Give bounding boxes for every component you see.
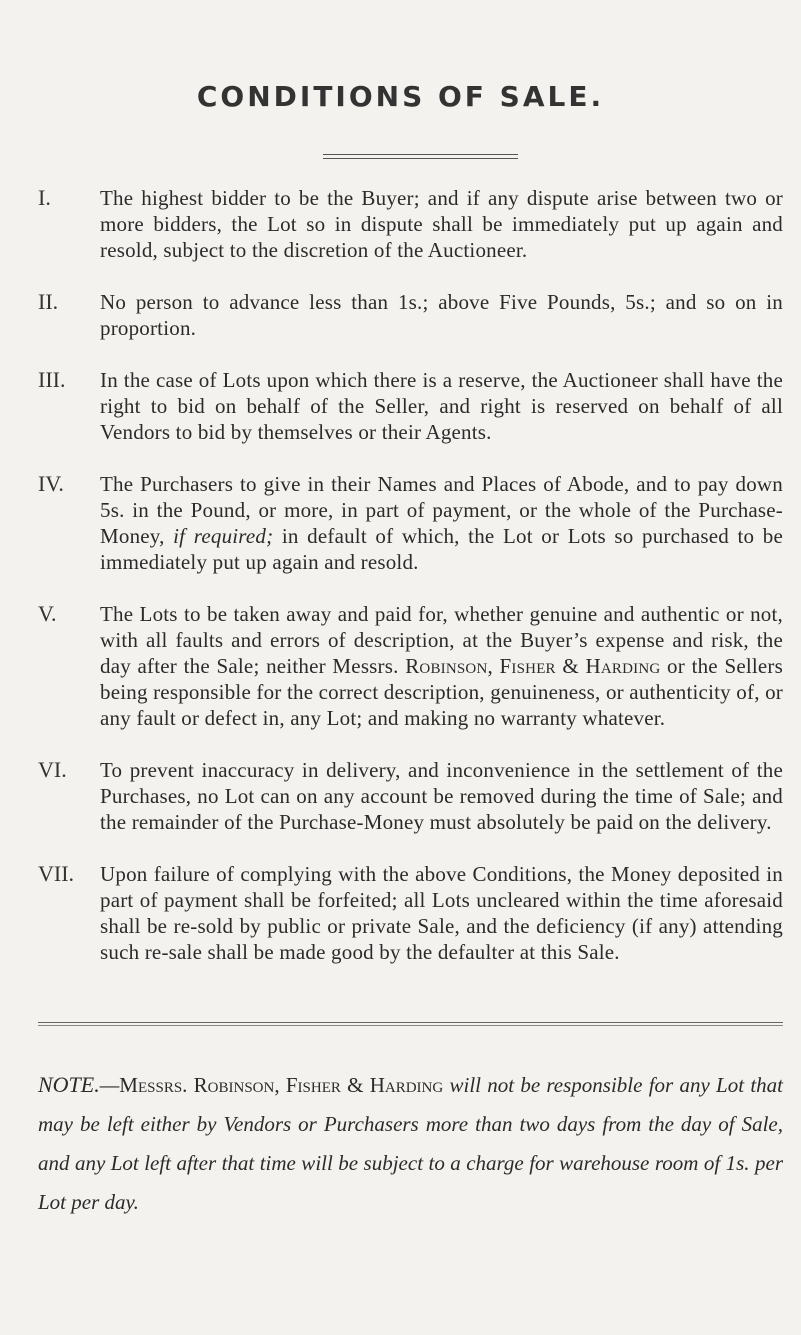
title-divider [323,154,518,159]
condition-7 [38,861,783,965]
condition-1 [38,185,783,263]
condition-number: I. [38,185,51,210]
condition-3 [38,367,783,445]
condition-number: V. [38,601,57,626]
condition-text: No person to advance less than 1s.; above Five Pounds, 5s.; and so on in proportion. [100,290,783,340]
condition-text-part: in default of which, the Lot or Lots so purchased to be immediately put up again and resold. [100,524,784,574]
note-divider [38,1022,783,1026]
condition-number: IV. [38,471,64,496]
condition-4 [38,471,783,575]
page-title: CONDITIONS OF SALE. [196,80,605,113]
condition-number: VII. [38,861,75,886]
firm-name: Robinson, Fisher & Harding [405,654,661,678]
condition-number: II. [38,289,59,314]
note-paragraph [38,1065,783,1222]
condition-text: To prevent inaccuracy in delivery, and inconvenience in the settlement of the Purchases, no Lot can on any account be removed during the time of Sale; and the remainder of the Purchase-Money must absolutely be paid on the delivery. [100,758,783,834]
condition-text-italic: if required; [173,524,274,548]
condition-text [100,601,783,731]
condition-text: In the case of Lots upon which there is a reserve, the Auctioneer shall have the right to bid on behalf of the Seller, and right is reserved on behalf of all Vendors to bid by themselves or their Agents. [100,368,783,444]
condition-text [100,471,783,575]
condition-text-part: The Lots to be taken away and paid for, whether genuine and authentic or not, with all faults and errors of description, at the Buyer’s expense and risk, the day after the Sale; neither Messrs. [100,602,783,678]
condition-number: VI. [38,757,67,782]
condition-text-part: The Purchasers to give in their Names and Places of Abode, and to pay down 5s. in the Pound, or more, in part of payment, or the whole of the Purchase-Money, [100,472,783,548]
condition-text-part: or the Sellers being responsible for the correct description, genuineness, or authenticity of, or any fault or defect in, any Lot; and making no warranty whatever. [100,654,783,730]
condition-number: III. [38,367,66,392]
note-text: will not be responsible for any Lot that may be left either by Vendors or Purchasers more than two days from the day of Sale, and any Lot left after that time will be subject to a charge for warehouse room of 1s. per Lot per day. [38,1073,783,1214]
note-firm-name: Messrs. Robinson, Fisher & Harding [119,1073,444,1097]
conditions-list [38,185,783,991]
condition-6 [38,757,783,835]
condition-2 [38,289,783,341]
condition-5 [38,601,783,731]
condition-text: The highest bidder to be the Buyer; and if any dispute arise between two or more bidders, the Lot so in dispute shall be immediately put up again and resold, subject to the discretion of the Auctioneer. [100,186,783,262]
note-lead: NOTE.— [38,1072,120,1097]
condition-text: Upon failure of complying with the above Conditions, the Money deposited in part of payment shall be forfeited; all Lots uncleared within the time aforesaid shall be re-sold by public or private Sale, and the deficiency (if any) attending such re-sale shall be made good by the defaulter at this Sale. [100,862,783,964]
